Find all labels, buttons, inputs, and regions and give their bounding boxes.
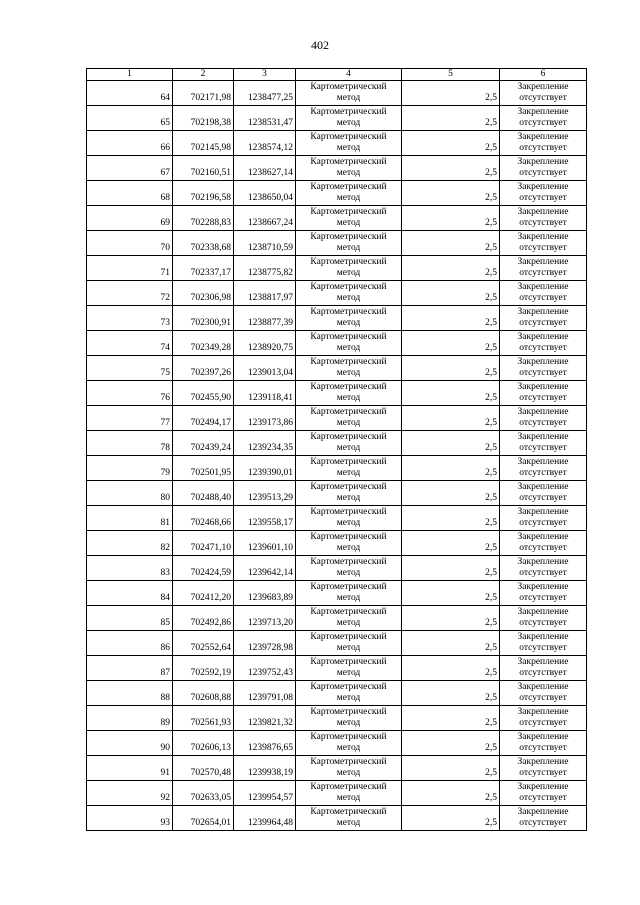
point-number-cell: 79 [87,456,173,481]
point-number-cell: 72 [87,281,173,306]
table-row [87,731,587,756]
accuracy-cell: 2,5 [402,431,500,456]
coordinate-y-cell: 1239876,65 [234,731,296,756]
point-number-cell: 82 [87,531,173,556]
coordinate-x-cell: 702412,20 [173,581,234,606]
accuracy-cell: 2,5 [402,781,500,806]
coordinate-x-cell: 702349,28 [173,331,234,356]
method-cell: Картометрический метод [296,181,402,206]
fixing-cell: Закрепление отсутствует [500,156,587,181]
coordinate-y-cell: 1239173,86 [234,406,296,431]
fixing-cell: Закрепление отсутствует [500,531,587,556]
coordinate-x-cell: 702606,13 [173,731,234,756]
point-number-cell: 78 [87,431,173,456]
fixing-cell: Закрепление отсутствует [500,81,587,106]
table-row [87,181,587,206]
coordinate-y-cell: 1239558,17 [234,506,296,531]
table-row [87,331,587,356]
page-number: 402 [311,38,329,52]
accuracy-cell: 2,5 [402,681,500,706]
method-cell: Картометрический метод [296,706,402,731]
method-cell: Картометрический метод [296,431,402,456]
coordinate-x-cell: 702455,90 [173,381,234,406]
coordinate-y-cell: 1239964,48 [234,806,296,831]
coordinate-y-cell: 1239938,19 [234,756,296,781]
table-row [87,756,587,781]
accuracy-cell: 2,5 [402,506,500,531]
point-number-cell: 83 [87,556,173,581]
fixing-cell: Закрепление отсутствует [500,356,587,381]
coordinate-y-cell: 1239791,08 [234,681,296,706]
coordinate-y-cell: 1238817,97 [234,281,296,306]
coordinate-x-cell: 702488,40 [173,481,234,506]
point-number-cell: 90 [87,731,173,756]
coordinate-x-cell: 702501,95 [173,456,234,481]
point-number-cell: 66 [87,131,173,156]
method-cell: Картометрический метод [296,306,402,331]
fixing-cell: Закрепление отсутствует [500,206,587,231]
point-number-cell: 93 [87,806,173,831]
coordinate-x-cell: 702397,26 [173,356,234,381]
column-header: 3 [234,69,296,81]
table-row [87,456,587,481]
column-header-row [87,69,587,81]
coordinate-y-cell: 1238710,59 [234,231,296,256]
point-number-cell: 77 [87,406,173,431]
coordinate-x-cell: 702494,17 [173,406,234,431]
table-row [87,306,587,331]
accuracy-cell: 2,5 [402,481,500,506]
column-header: 5 [402,69,500,81]
table-row [87,381,587,406]
point-number-cell: 68 [87,181,173,206]
accuracy-cell: 2,5 [402,356,500,381]
method-cell: Картометрический метод [296,256,402,281]
point-number-cell: 64 [87,81,173,106]
coordinate-y-cell: 1238920,75 [234,331,296,356]
fixing-cell: Закрепление отсутствует [500,556,587,581]
table-row [87,531,587,556]
table-row [87,581,587,606]
coordinate-y-cell: 1239118,41 [234,381,296,406]
column-header: 4 [296,69,402,81]
coordinate-y-cell: 1238627,14 [234,156,296,181]
fixing-cell: Закрепление отсутствует [500,731,587,756]
accuracy-cell: 2,5 [402,456,500,481]
method-cell: Картометрический метод [296,381,402,406]
table-row [87,631,587,656]
method-cell: Картометрический метод [296,806,402,831]
coordinate-y-cell: 1239234,35 [234,431,296,456]
point-number-cell: 84 [87,581,173,606]
coordinate-y-cell: 1238477,25 [234,81,296,106]
fixing-cell: Закрепление отсутствует [500,131,587,156]
coordinate-x-cell: 702552,64 [173,631,234,656]
method-cell: Картометрический метод [296,581,402,606]
fixing-cell: Закрепление отсутствует [500,656,587,681]
point-number-cell: 75 [87,356,173,381]
coordinate-y-cell: 1239713,20 [234,606,296,631]
point-number-cell: 81 [87,506,173,531]
point-number-cell: 74 [87,331,173,356]
accuracy-cell: 2,5 [402,131,500,156]
accuracy-cell: 2,5 [402,706,500,731]
coordinate-y-cell: 1239728,98 [234,631,296,656]
coordinate-x-cell: 702633,05 [173,781,234,806]
point-number-cell: 86 [87,631,173,656]
accuracy-cell: 2,5 [402,656,500,681]
method-cell: Картометрический метод [296,231,402,256]
point-number-cell: 69 [87,206,173,231]
coordinate-x-cell: 702439,24 [173,431,234,456]
point-number-cell: 67 [87,156,173,181]
method-cell: Картометрический метод [296,356,402,381]
fixing-cell: Закрепление отсутствует [500,431,587,456]
fixing-cell: Закрепление отсутствует [500,706,587,731]
point-number-cell: 85 [87,606,173,631]
table-row [87,81,587,106]
coordinate-y-cell: 1239821,32 [234,706,296,731]
method-cell: Картометрический метод [296,456,402,481]
method-cell: Картометрический метод [296,631,402,656]
method-cell: Картометрический метод [296,156,402,181]
table-row [87,506,587,531]
coordinate-y-cell: 1238667,24 [234,206,296,231]
fixing-cell: Закрепление отсутствует [500,606,587,631]
fixing-cell: Закрепление отсутствует [500,806,587,831]
coordinate-x-cell: 702654,01 [173,806,234,831]
method-cell: Картометрический метод [296,131,402,156]
accuracy-cell: 2,5 [402,181,500,206]
fixing-cell: Закрепление отсутствует [500,106,587,131]
table-row [87,481,587,506]
coordinate-x-cell: 702492,86 [173,606,234,631]
fixing-cell: Закрепление отсутствует [500,306,587,331]
accuracy-cell: 2,5 [402,106,500,131]
accuracy-cell: 2,5 [402,631,500,656]
table-row [87,406,587,431]
method-cell: Картометрический метод [296,531,402,556]
point-number-cell: 65 [87,106,173,131]
column-header: 6 [500,69,587,81]
coordinate-x-cell: 702288,83 [173,206,234,231]
coordinate-y-cell: 1239954,57 [234,781,296,806]
method-cell: Картометрический метод [296,731,402,756]
fixing-cell: Закрепление отсутствует [500,231,587,256]
point-number-cell: 80 [87,481,173,506]
point-number-cell: 89 [87,706,173,731]
coordinates-table [86,68,587,831]
accuracy-cell: 2,5 [402,281,500,306]
table-row [87,281,587,306]
coordinate-y-cell: 1239642,14 [234,556,296,581]
method-cell: Картометрический метод [296,206,402,231]
coordinate-x-cell: 702471,10 [173,531,234,556]
accuracy-cell: 2,5 [402,156,500,181]
column-header: 2 [173,69,234,81]
accuracy-cell: 2,5 [402,81,500,106]
fixing-cell: Закрепление отсутствует [500,681,587,706]
method-cell: Картометрический метод [296,81,402,106]
point-number-cell: 76 [87,381,173,406]
fixing-cell: Закрепление отсутствует [500,331,587,356]
table-row [87,106,587,131]
method-cell: Картометрический метод [296,606,402,631]
coordinate-x-cell: 702198,38 [173,106,234,131]
coordinate-y-cell: 1238574,12 [234,131,296,156]
fixing-cell: Закрепление отсутствует [500,181,587,206]
coordinate-y-cell: 1238877,39 [234,306,296,331]
accuracy-cell: 2,5 [402,231,500,256]
accuracy-cell: 2,5 [402,581,500,606]
coordinate-x-cell: 702561,93 [173,706,234,731]
table-row [87,781,587,806]
table-row [87,206,587,231]
point-number-cell: 88 [87,681,173,706]
point-number-cell: 87 [87,656,173,681]
table-row [87,431,587,456]
fixing-cell: Закрепление отсутствует [500,256,587,281]
table-body [87,81,587,831]
method-cell: Картометрический метод [296,106,402,131]
fixing-cell: Закрепление отсутствует [500,406,587,431]
point-number-cell: 91 [87,756,173,781]
coordinate-x-cell: 702424,59 [173,556,234,581]
coordinate-x-cell: 702337,17 [173,256,234,281]
coordinate-x-cell: 702160,51 [173,156,234,181]
method-cell: Картометрический метод [296,681,402,706]
accuracy-cell: 2,5 [402,306,500,331]
accuracy-cell: 2,5 [402,206,500,231]
accuracy-cell: 2,5 [402,806,500,831]
method-cell: Картометрический метод [296,406,402,431]
table-row [87,706,587,731]
fixing-cell: Закрепление отсутствует [500,781,587,806]
coordinate-y-cell: 1239601,10 [234,531,296,556]
table-row [87,681,587,706]
table-row [87,656,587,681]
table-row [87,131,587,156]
accuracy-cell: 2,5 [402,331,500,356]
fixing-cell: Закрепление отсутствует [500,456,587,481]
method-cell: Картометрический метод [296,781,402,806]
coordinate-y-cell: 1238531,47 [234,106,296,131]
fixing-cell: Закрепление отсутствует [500,581,587,606]
coordinate-x-cell: 702300,91 [173,306,234,331]
method-cell: Картометрический метод [296,756,402,781]
accuracy-cell: 2,5 [402,756,500,781]
coordinate-x-cell: 702592,19 [173,656,234,681]
fixing-cell: Закрепление отсутствует [500,281,587,306]
table-row [87,356,587,381]
coordinate-x-cell: 702338,68 [173,231,234,256]
coordinate-y-cell: 1239752,43 [234,656,296,681]
table-row [87,256,587,281]
method-cell: Картометрический метод [296,506,402,531]
table-row [87,606,587,631]
fixing-cell: Закрепление отсутствует [500,506,587,531]
method-cell: Картометрический метод [296,281,402,306]
method-cell: Картометрический метод [296,331,402,356]
accuracy-cell: 2,5 [402,556,500,581]
coordinate-x-cell: 702196,58 [173,181,234,206]
table-row [87,806,587,831]
coordinate-x-cell: 702570,48 [173,756,234,781]
coordinate-y-cell: 1238775,82 [234,256,296,281]
coordinate-y-cell: 1239013,04 [234,356,296,381]
fixing-cell: Закрепление отсутствует [500,631,587,656]
fixing-cell: Закрепление отсутствует [500,381,587,406]
coordinate-y-cell: 1238650,04 [234,181,296,206]
coordinate-y-cell: 1239390,01 [234,456,296,481]
point-number-cell: 70 [87,231,173,256]
table-row [87,556,587,581]
coordinate-y-cell: 1239513,29 [234,481,296,506]
column-header: 1 [87,69,173,81]
accuracy-cell: 2,5 [402,731,500,756]
accuracy-cell: 2,5 [402,406,500,431]
point-number-cell: 73 [87,306,173,331]
accuracy-cell: 2,5 [402,256,500,281]
accuracy-cell: 2,5 [402,381,500,406]
coordinate-x-cell: 702306,98 [173,281,234,306]
coordinate-y-cell: 1239683,89 [234,581,296,606]
accuracy-cell: 2,5 [402,531,500,556]
coordinate-x-cell: 702145,98 [173,131,234,156]
coordinate-x-cell: 702608,88 [173,681,234,706]
method-cell: Картометрический метод [296,481,402,506]
method-cell: Картометрический метод [296,556,402,581]
accuracy-cell: 2,5 [402,606,500,631]
fixing-cell: Закрепление отсутствует [500,756,587,781]
coordinate-x-cell: 702171,98 [173,81,234,106]
table-row [87,231,587,256]
table-row [87,156,587,181]
coordinate-x-cell: 702468,66 [173,506,234,531]
point-number-cell: 71 [87,256,173,281]
point-number-cell: 92 [87,781,173,806]
fixing-cell: Закрепление отсутствует [500,481,587,506]
method-cell: Картометрический метод [296,656,402,681]
